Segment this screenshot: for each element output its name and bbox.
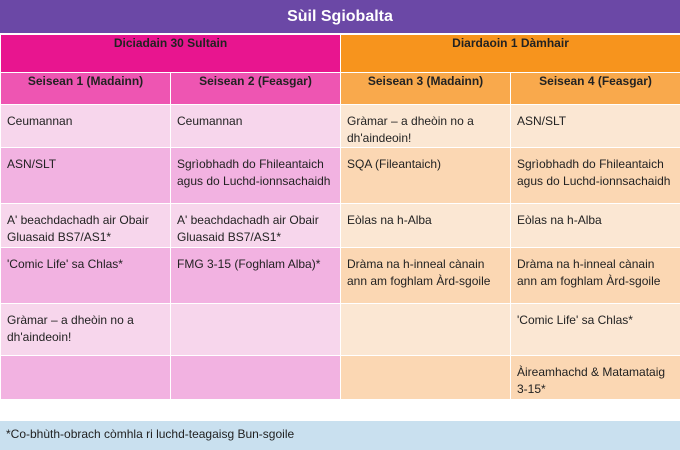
table-row <box>1 248 680 304</box>
table-cell: Sgrìobhadh do Fhileantaich agus do Luchd-ionnsachaidh <box>511 148 680 204</box>
session-header-3: Seisean 3 (Madainn) <box>341 73 511 105</box>
day-header-wednesday: Diciadain 30 Sultain <box>1 35 341 73</box>
table-cell <box>341 304 511 356</box>
table-row <box>1 105 680 148</box>
table-cell <box>171 356 341 400</box>
schedule-table <box>0 34 680 400</box>
table-cell: Ceumannan <box>1 105 171 148</box>
table-row <box>1 304 680 356</box>
table-cell: SQA (Fileantaich) <box>341 148 511 204</box>
table-cell <box>341 356 511 400</box>
day-header-thursday: Diardaoin 1 Dàmhair <box>341 35 680 73</box>
table-cell: Eòlas na h-Alba <box>341 204 511 248</box>
table-cell: 'Comic Life' sa Chlas* <box>1 248 171 304</box>
table-cell: Ceumannan <box>171 105 341 148</box>
session-header-2: Seisean 2 (Feasgar) <box>171 73 341 105</box>
table-cell: Dràma na h-inneal cànain ann am foghlam Àrd-sgoile <box>511 248 680 304</box>
table-cell: 'Comic Life' sa Chlas* <box>511 304 680 356</box>
page-title: Sùil Sgiobalta <box>0 0 680 34</box>
table-cell: Gràmar – a dheòin no a dh'aindeoin! <box>1 304 171 356</box>
table-row <box>1 356 680 400</box>
table-cell: Sgrìobhadh do Fhileantaich agus do Luchd-ionnsachaidh <box>171 148 341 204</box>
table-cell: A' beachdachadh air Obair Gluasaid BS7/AS1* <box>1 204 171 248</box>
table-row <box>1 204 680 248</box>
session-header-1: Seisean 1 (Madainn) <box>1 73 171 105</box>
footnote: *Co-bhùth-obrach còmhla ri luchd-teagaisg Bun-sgoile <box>0 420 680 450</box>
table-cell: FMG 3-15 (Foghlam Alba)* <box>171 248 341 304</box>
table-cell: Dràma na h-inneal cànain ann am foghlam Àrd-sgoile <box>341 248 511 304</box>
table-cell: Gràmar – a dheòin no a dh'aindeoin! <box>341 105 511 148</box>
table-cell <box>171 304 341 356</box>
table-cell: ASN/SLT <box>1 148 171 204</box>
session-header-4: Seisean 4 (Feasgar) <box>511 73 680 105</box>
table-cell: A' beachdachadh air Obair Gluasaid BS7/AS1* <box>171 204 341 248</box>
table-cell: ASN/SLT <box>511 105 680 148</box>
table-cell: Àireamhachd & Matamataig 3-15* <box>511 356 680 400</box>
table-cell <box>1 356 171 400</box>
table-row <box>1 148 680 204</box>
table-cell: Eòlas na h-Alba <box>511 204 680 248</box>
